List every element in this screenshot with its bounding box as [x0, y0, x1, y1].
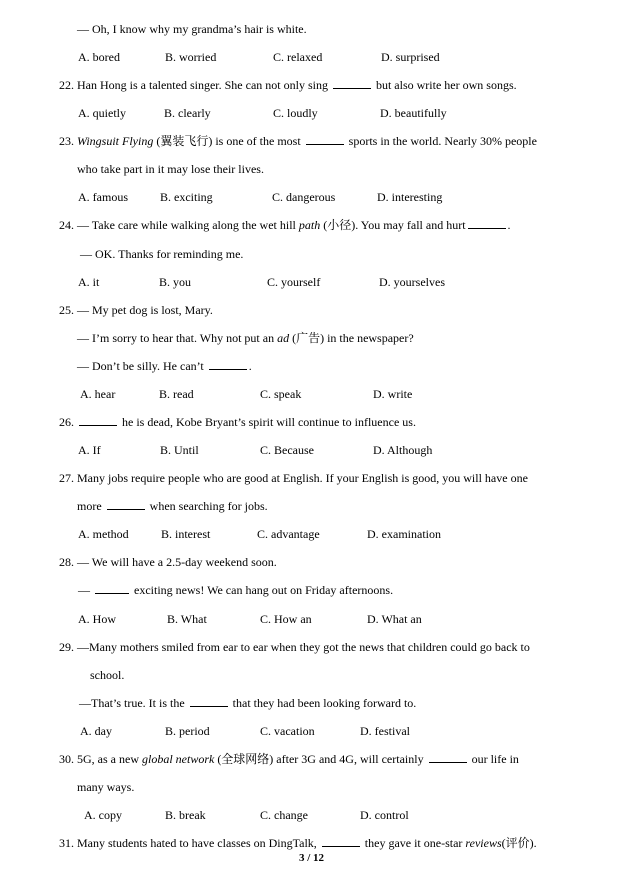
q27-text-before: more	[77, 499, 102, 513]
q24-text-after: .	[507, 218, 511, 232]
q25-option-a: A. hear	[80, 387, 116, 401]
q25-line3-end: .	[248, 359, 252, 373]
q30-text-after: our life in	[471, 752, 519, 766]
q23-text-mid: (翼装飞行) is one of the most	[156, 134, 301, 148]
q28-line1: 28. — We will have a 2.5-day weekend soon.	[59, 555, 277, 569]
q25-option-c: C. speak	[260, 387, 302, 401]
q22-stem	[59, 77, 517, 93]
q23-number: 23.	[59, 134, 74, 148]
q29-line1: 29. —Many mothers smiled from ear to ear when they got the news that children could go back to	[59, 640, 530, 654]
answer-blank	[79, 415, 117, 426]
q23-option-d: D. interesting	[377, 190, 443, 204]
q30-option-d: D. control	[360, 808, 409, 822]
q30-stem	[59, 751, 519, 767]
q30-term: global network	[141, 752, 215, 766]
q23-line2: who take part in it may lose their lives.	[77, 162, 264, 176]
q31-term: reviews	[465, 836, 502, 850]
q27-option-d: D. examination	[367, 527, 441, 541]
q30-option-a: A. copy	[84, 808, 122, 822]
answer-blank	[333, 78, 371, 89]
q23-stem	[59, 133, 537, 149]
answer-blank	[468, 218, 506, 229]
q27-text-after: when searching for jobs.	[149, 499, 268, 513]
q24-line2: — OK. Thanks for reminding me.	[80, 247, 244, 261]
q24-text-before: 24. — Take care while walking along the wet hill	[59, 218, 296, 232]
answer-blank	[429, 752, 467, 763]
q21-option-c: C. relaxed	[273, 50, 323, 64]
q25-text-before: — I’m sorry to hear that. Why not put an	[77, 331, 275, 345]
q28-option-c: C. How an	[260, 612, 312, 626]
q24-text-mid: (小径). You may fall and hurt	[323, 218, 466, 232]
answer-blank	[209, 359, 247, 370]
q27-line2	[77, 498, 268, 514]
answer-blank	[322, 836, 360, 847]
q25-line2	[77, 330, 414, 346]
q30-option-b: B. break	[165, 808, 206, 822]
q28-dash: —	[78, 583, 90, 597]
q28-option-a: A. How	[78, 612, 116, 626]
q22-text-before: 22. Han Hong is a talented singer. She can not only sing	[59, 78, 328, 92]
q24-option-c: C. yourself	[267, 275, 321, 289]
q23-option-a: A. famous	[78, 190, 128, 204]
q26-option-a: A. If	[78, 443, 101, 457]
q25-option-b: B. read	[159, 387, 194, 401]
answer-blank	[306, 134, 344, 145]
q23-text-after: sports in the world. Nearly 30% people	[348, 134, 537, 148]
q21-option-a: A. bored	[78, 50, 120, 64]
q26-number: 26.	[59, 415, 74, 429]
q25-option-d: D. write	[373, 387, 413, 401]
q24-stem	[59, 217, 511, 233]
q22-option-c: C. loudly	[273, 106, 318, 120]
q23-term: Wingsuit Flying	[77, 134, 154, 148]
q30-line2: many ways.	[77, 780, 135, 794]
q21-option-d: D. surprised	[381, 50, 440, 64]
q29-option-d: D. festival	[360, 724, 410, 738]
q29-option-a: A. day	[80, 724, 112, 738]
q29-text-before: —That’s true. It is the	[79, 696, 185, 710]
q31-stem	[59, 835, 537, 851]
q28-option-d: D. What an	[367, 612, 422, 626]
answer-blank	[107, 499, 145, 510]
page-number: 3 / 12	[298, 852, 325, 864]
q30-text-before: 30. 5G, as a new	[59, 752, 139, 766]
q26-option-d: D. Although	[373, 443, 433, 457]
q31-text-after: (评价).	[501, 836, 537, 850]
q27-line1: 27. Many jobs require people who are good at English. If your English is good, you will have one	[59, 471, 528, 485]
q31-text-mid: they gave it one-star	[364, 836, 463, 850]
q29-line2: school.	[90, 668, 125, 682]
q25-term: ad	[277, 331, 290, 345]
q21-line: — Oh, I know why my grandma’s hair is white.	[77, 22, 307, 36]
q22-option-b: B. clearly	[164, 106, 211, 120]
q27-option-c: C. advantage	[257, 527, 320, 541]
answer-blank	[95, 583, 129, 594]
q25-line1: 25. — My pet dog is lost, Mary.	[59, 303, 213, 317]
q23-option-b: B. exciting	[160, 190, 213, 204]
q21-option-b: B. worried	[165, 50, 217, 64]
q29-option-c: C. vacation	[260, 724, 315, 738]
q26-text-after: he is dead, Kobe Bryant’s spirit will continue to influence us.	[122, 415, 416, 429]
q25-line3	[77, 358, 252, 374]
q23-option-c: C. dangerous	[272, 190, 336, 204]
q24-term: path	[298, 218, 321, 232]
q31-text-before: 31. Many students hated to have classes on DingTalk,	[59, 836, 317, 850]
q24-option-d: D. yourselves	[379, 275, 445, 289]
q22-option-d: D. beautifully	[380, 106, 447, 120]
q26-option-b: B. Until	[160, 443, 199, 457]
q24-option-b: B. you	[159, 275, 192, 289]
q29-option-b: B. period	[165, 724, 210, 738]
q25-text-after: (广告) in the newspaper?	[292, 331, 414, 345]
q24-option-a: A. it	[78, 275, 100, 289]
q22-option-a: A. quietly	[78, 106, 126, 120]
q30-text-mid: (全球网络) after 3G and 4G, will certainly	[217, 752, 424, 766]
q26-stem	[59, 414, 416, 430]
q28-option-b: B. What	[167, 612, 207, 626]
q27-option-b: B. interest	[161, 527, 211, 541]
q22-text-after: but also write her own songs.	[375, 78, 517, 92]
q28-text-after: exciting news! We can hang out on Friday afternoons.	[134, 583, 394, 597]
q25-line3-text: — Don’t be silly. He can’t	[77, 359, 204, 373]
q30-option-c: C. change	[260, 808, 308, 822]
q28-line2	[78, 582, 393, 598]
q29-text-after: that they had been looking forward to.	[232, 696, 417, 710]
answer-blank	[190, 696, 228, 707]
q26-option-c: C. Because	[260, 443, 314, 457]
q29-line3	[79, 695, 416, 711]
q27-option-a: A. method	[78, 527, 129, 541]
